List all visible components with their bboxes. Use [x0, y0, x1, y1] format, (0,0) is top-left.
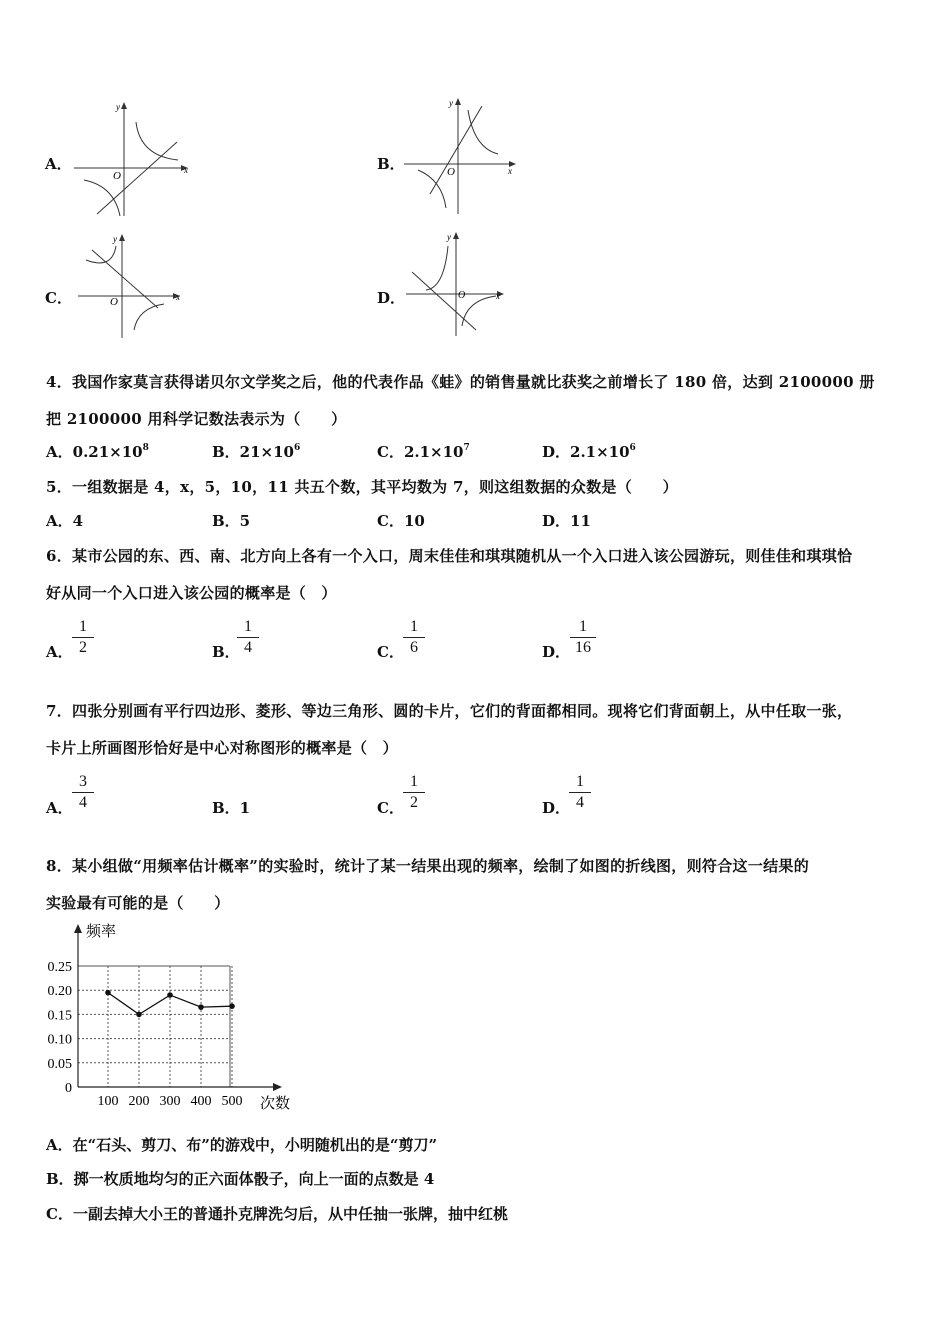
- x-axis-arrow: [273, 1083, 282, 1091]
- y-axis-label: y: [116, 102, 120, 112]
- q7-fraction-c: 1 2: [403, 773, 425, 812]
- chart-x-axis-label: 次数: [260, 1096, 291, 1112]
- q6-fraction-d: 1 16: [570, 618, 596, 657]
- chart-y-axis-label: 频率: [86, 924, 117, 940]
- x-tick-label: 500: [221, 1094, 243, 1109]
- origin-label: O: [110, 296, 118, 308]
- y-axis-label: y: [447, 232, 451, 242]
- q5-option-d[interactable]: D．11: [542, 512, 591, 530]
- option-a-label: A．: [45, 155, 72, 173]
- q6-option-d[interactable]: D．: [542, 643, 571, 661]
- q5-stem: 5．一组数据是 4，x，5，10，11 共五个数，其平均数为 7，则这组数据的众数是（ ）: [46, 478, 678, 496]
- q5-option-a[interactable]: A．4: [46, 512, 84, 530]
- x-axis-label: x: [184, 165, 188, 175]
- x-tick-label: 200: [128, 1094, 150, 1109]
- origin-label: O: [447, 166, 455, 178]
- y-tick-label: 0.10: [47, 1032, 72, 1048]
- graph-option-d: [400, 230, 525, 342]
- origin-label: O: [458, 290, 466, 301]
- q6-option-c[interactable]: C．: [377, 643, 404, 661]
- q4-option-b[interactable]: B．$21\times 10^6$: [212, 443, 301, 461]
- option-d-label: D．: [377, 289, 406, 307]
- x-axis-label: x: [508, 166, 512, 176]
- q8-stem-line2: 实验最有可能的是（ ）: [46, 894, 230, 912]
- y-tick-label: 0.15: [47, 1008, 72, 1024]
- x-tick-label: 300: [159, 1094, 181, 1109]
- q4-option-c[interactable]: C．$2.1\times 10^7$: [377, 443, 470, 461]
- x-axis-label: x: [496, 291, 500, 301]
- x-tick-label: 100: [97, 1094, 119, 1109]
- q8-option-a[interactable]: A．在“石头、剪刀、布”的游戏中，小明随机出的是“剪刀”: [46, 1136, 438, 1154]
- q6-fraction-b: 1 4: [237, 618, 259, 657]
- q4-stem-line2: 把 2100000 用科学记数法表示为（ ）: [46, 410, 347, 428]
- q6-stem-line1: 6．某市公园的东、西、南、北方向上各有一个入口，周末佳佳和琪琪随机从一个入口进入该公园游玩，则佳佳和琪琪恰: [46, 547, 853, 565]
- q4-option-d[interactable]: D．$2.1\times 10^6$: [542, 443, 636, 461]
- q6-stem-line2: 好从同一个入口进入该公园的概率是（ ）: [46, 584, 337, 602]
- y-tick-label: 0: [65, 1081, 72, 1096]
- q7-option-b[interactable]: B．1: [212, 799, 251, 817]
- q5-option-b[interactable]: B．5: [212, 512, 251, 530]
- q8-option-c[interactable]: C．一副去掉大小王的普通扑克牌洗匀后，从中任抽一张牌，抽中红桃: [46, 1205, 508, 1223]
- q8-option-b[interactable]: B．掷一枚质地均匀的正六面体骰子，向上一面的点数是 4: [46, 1170, 435, 1188]
- q6-fraction-c: 1 6: [403, 618, 425, 657]
- y-axis-label: y: [113, 234, 117, 244]
- data-point: [167, 992, 173, 998]
- q7-option-a[interactable]: A．: [46, 799, 73, 817]
- y-axis-arrow: [74, 924, 82, 933]
- frequency-line-chart: [40, 920, 300, 1112]
- q4-option-a[interactable]: A．$0.21\times 10^8$: [46, 443, 149, 461]
- q6-fraction-a: 1 2: [72, 618, 94, 657]
- q7-stem-line2: 卡片上所画图形恰好是中心对称图形的概率是（ ）: [46, 739, 398, 757]
- data-point: [136, 1012, 142, 1018]
- q7-fraction-a: 3 4: [72, 773, 94, 812]
- data-point: [105, 990, 111, 996]
- graph-option-b: [400, 96, 525, 218]
- x-tick-label: 400: [190, 1094, 212, 1109]
- graph-option-c: [72, 232, 197, 344]
- q8-stem-line1: 8．某小组做“用频率估计概率”的实验时，统计了某一结果出现的频率，绘制了如图的折线图，则符合这一结果的: [46, 857, 809, 875]
- x-axis-label: x: [176, 292, 180, 302]
- y-tick-label: 0.25: [47, 960, 72, 975]
- y-axis-label: y: [449, 98, 453, 108]
- q7-fraction-d: 1 4: [569, 773, 591, 812]
- q6-option-a[interactable]: A．: [46, 643, 73, 661]
- q4-stem-line1: 4．我国作家莫言获得诺贝尔文学奖之后，他的代表作品《蛙》的销售量就比获奖之前增长了 180 倍，达到 2100000 册: [46, 373, 875, 391]
- q7-option-c[interactable]: C．: [377, 799, 404, 817]
- option-b-label: B．: [377, 155, 405, 173]
- q5-option-c[interactable]: C．10: [377, 512, 425, 530]
- data-point: [198, 1004, 204, 1010]
- q7-stem-line1: 7．四张分别画有平行四边形、菱形、等边三角形、圆的卡片，它们的背面都相同。现将它们背面朝上，从中任取一张，: [46, 702, 853, 720]
- data-point: [229, 1003, 235, 1009]
- y-tick-label: 0.20: [47, 984, 72, 1000]
- y-tick-label: 0.05: [47, 1056, 72, 1072]
- graph-option-a: [72, 100, 197, 220]
- option-c-label: C．: [45, 289, 72, 307]
- q7-option-d[interactable]: D．: [542, 799, 571, 817]
- q6-option-b[interactable]: B．: [212, 643, 240, 661]
- origin-label: O: [113, 170, 121, 182]
